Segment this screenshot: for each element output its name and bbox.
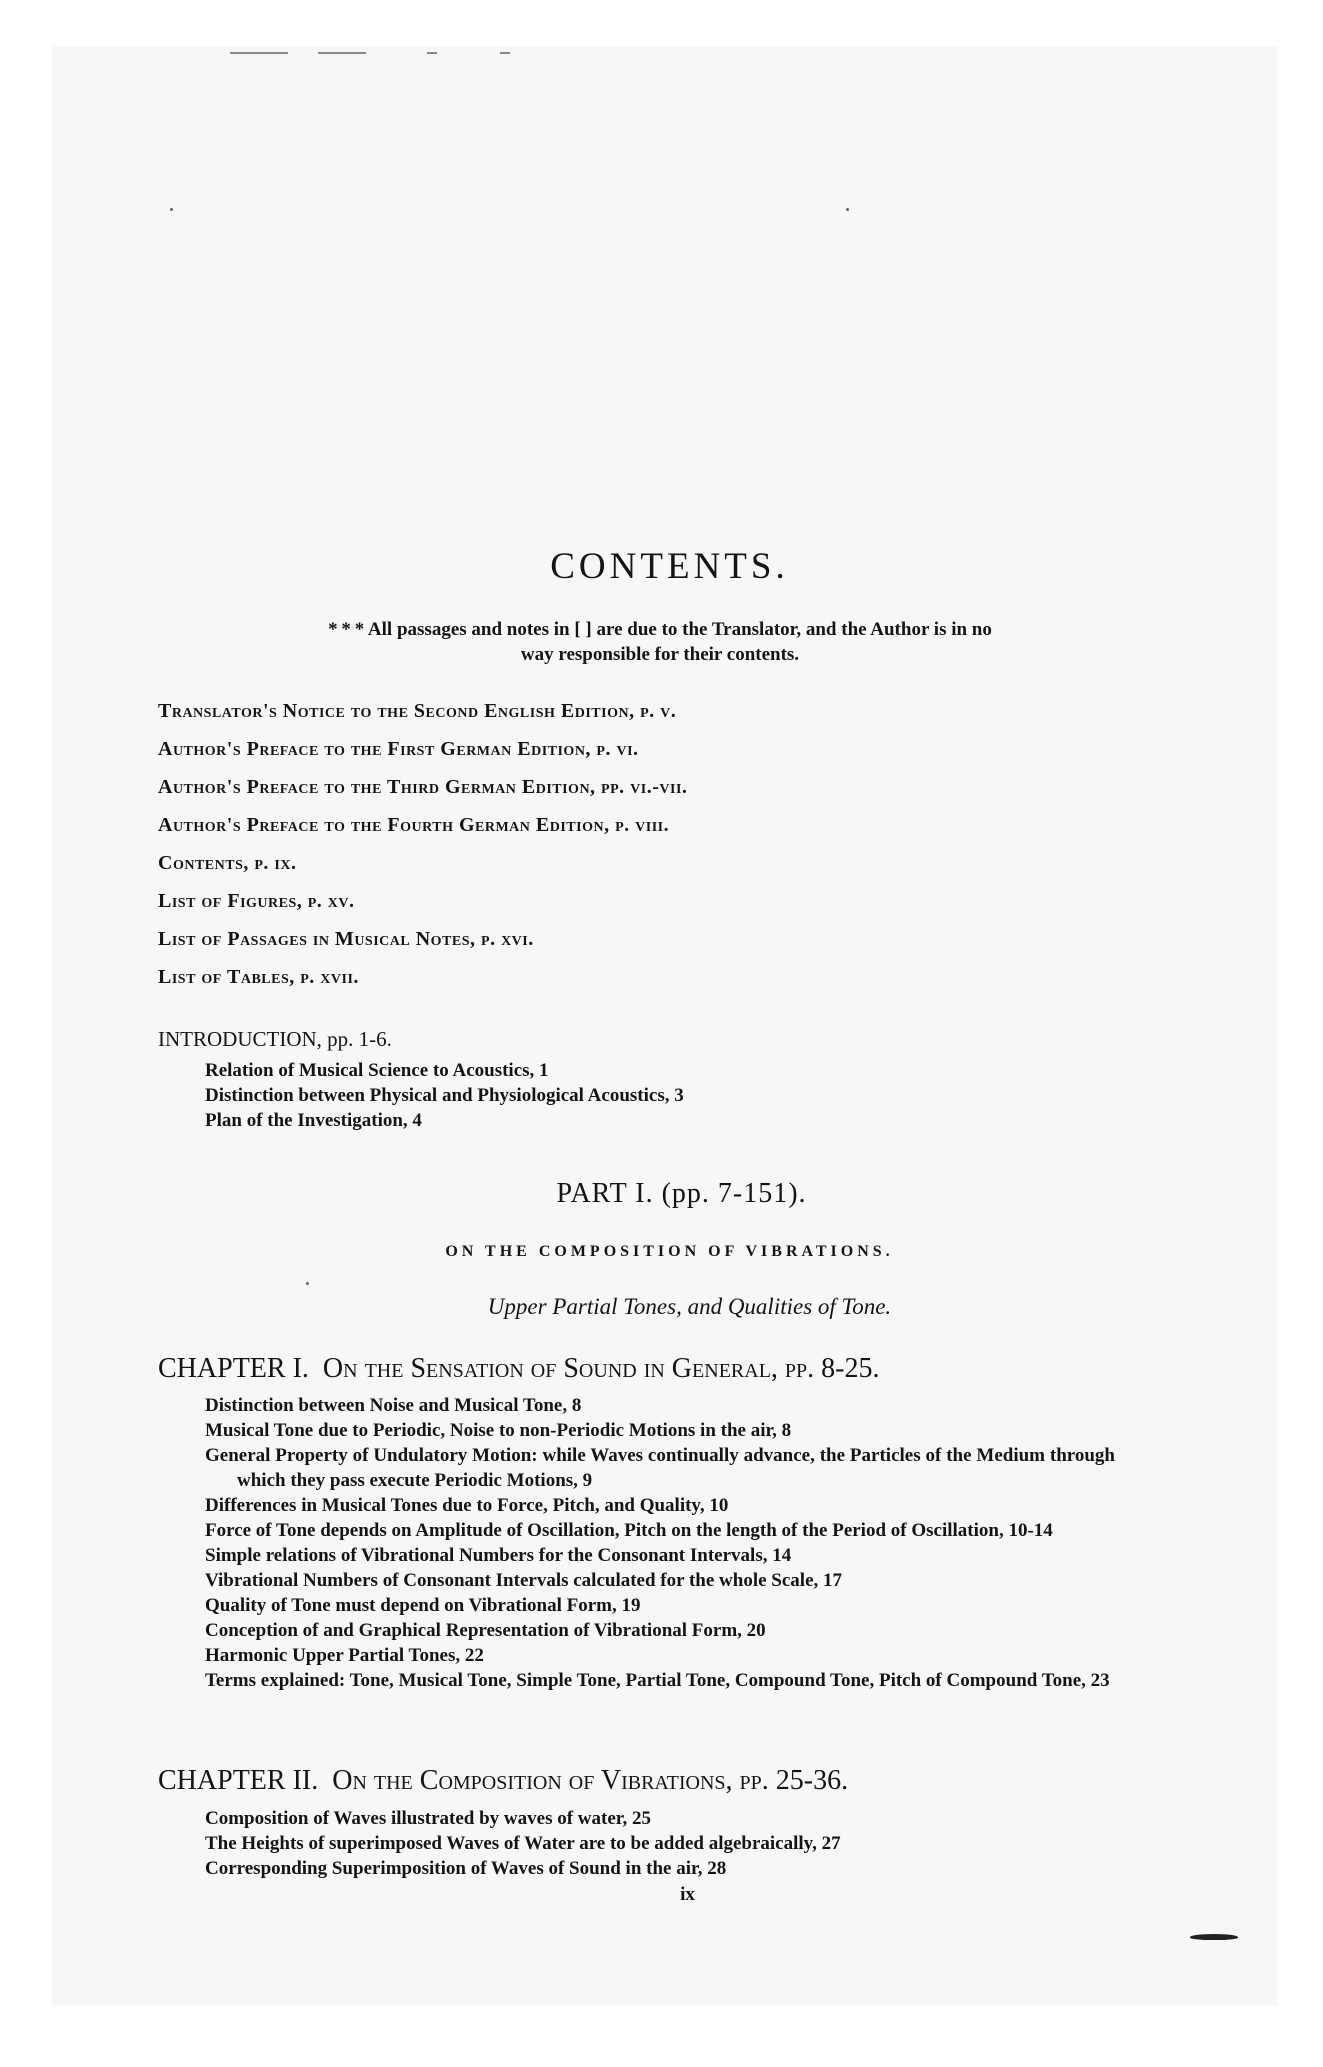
note-line: * * * All passages and notes in [ ] are due to the Translator, and the Author is in no	[328, 619, 992, 640]
toc-entry: Conception of and Graphical Representation of Vibrational Form, 20	[205, 1620, 766, 1641]
toc-entry: Quality of Tone must depend on Vibrational Form, 19	[205, 1595, 641, 1616]
front-matter-item: List of Tables, p. xvii.	[158, 966, 359, 988]
chapter-number: CHAPTER II.	[158, 1765, 319, 1796]
front-matter-item: Contents, p. ix.	[158, 852, 297, 874]
chapter-title: On the Sensation of Sound in General, pp. 8-25.	[322, 1353, 880, 1384]
scan-artifact	[318, 52, 366, 54]
toc-entry: Plan of the Investigation, 4	[205, 1110, 422, 1131]
translator-note	[220, 617, 1100, 667]
scan-artifact	[500, 52, 510, 54]
toc-entry: Relation of Musical Science to Acoustics, 1	[205, 1060, 549, 1081]
scan-speck	[306, 1282, 309, 1285]
chapter-number: CHAPTER I.	[158, 1353, 309, 1384]
front-matter-item: List of Passages in Musical Notes, p. xvi.	[158, 928, 534, 950]
chapter-entries	[205, 1806, 1115, 1881]
scan-artifact	[230, 52, 288, 54]
part-italic-subtitle: Upper Partial Tones, and Qualities of Tone.	[487, 1294, 892, 1319]
part-subtitle: ON THE COMPOSITION OF VIBRATIONS.	[445, 1243, 894, 1260]
note-line: way responsible for their contents.	[520, 644, 800, 665]
toc-entry: Composition of Waves illustrated by waves of water, 25	[205, 1808, 651, 1829]
chapter-heading	[158, 1353, 879, 1385]
chapter-heading	[158, 1765, 848, 1797]
front-matter-item: Translator's Notice to the Second English Edition, p. v.	[158, 700, 677, 722]
toc-entry: Terms explained: Tone, Musical Tone, Simple Tone, Partial Tone, Compound Tone, Pitch of Compound Tone, 23	[205, 1670, 1110, 1691]
scan-speck	[170, 208, 173, 211]
front-matter-item: Author's Preface to the Fourth German Edition, p. viii.	[158, 814, 670, 836]
scan-artifact	[427, 52, 437, 54]
toc-entry: Distinction between Noise and Musical Tone, 8	[205, 1395, 582, 1416]
chapter-entries	[205, 1393, 1115, 1693]
toc-entry: Musical Tone due to Periodic, Noise to non-Periodic Motions in the air, 8	[205, 1420, 792, 1441]
introduction-heading: INTRODUCTION, pp. 1-6.	[158, 1027, 392, 1051]
toc-entry: Simple relations of Vibrational Numbers for the Consonant Intervals, 14	[205, 1545, 792, 1566]
page-title: CONTENTS.	[550, 546, 789, 587]
page-number: ix	[680, 1884, 695, 1905]
toc-entry: General Property of Undulatory Motion: while Waves continually advance, the Particles of the Medium through which they pass execute Periodic Motions, 9	[205, 1445, 1115, 1491]
front-matter-item: List of Figures, p. xv.	[158, 890, 355, 912]
toc-entry: The Heights of superimposed Waves of Water are to be added algebraically, 27	[205, 1833, 841, 1854]
front-matter-item: Author's Preface to the First German Edition, p. vi.	[158, 738, 639, 760]
toc-entry: Harmonic Upper Partial Tones, 22	[205, 1645, 484, 1666]
toc-entry: Differences in Musical Tones due to Force, Pitch, and Quality, 10	[205, 1495, 729, 1516]
page-sheet	[52, 46, 1278, 2006]
part-heading: PART I. (pp. 7-151).	[556, 1178, 807, 1209]
scan-speck	[846, 208, 849, 211]
introduction-entries	[205, 1058, 1115, 1133]
page-edge-mark	[1190, 1934, 1238, 1940]
front-matter-item: Author's Preface to the Third German Edition, pp. vi.-vii.	[158, 776, 688, 798]
chapter-title: On the Composition of Vibrations, pp. 25-36.	[332, 1765, 849, 1796]
toc-entry: Distinction between Physical and Physiological Acoustics, 3	[205, 1085, 684, 1106]
toc-entry: Corresponding Superimposition of Waves of Sound in the air, 28	[205, 1858, 727, 1879]
toc-entry: Force of Tone depends on Amplitude of Oscillation, Pitch on the length of the Period of Oscillation, 10-14	[205, 1520, 1053, 1541]
toc-entry: Vibrational Numbers of Consonant Intervals calculated for the whole Scale, 17	[205, 1570, 843, 1591]
